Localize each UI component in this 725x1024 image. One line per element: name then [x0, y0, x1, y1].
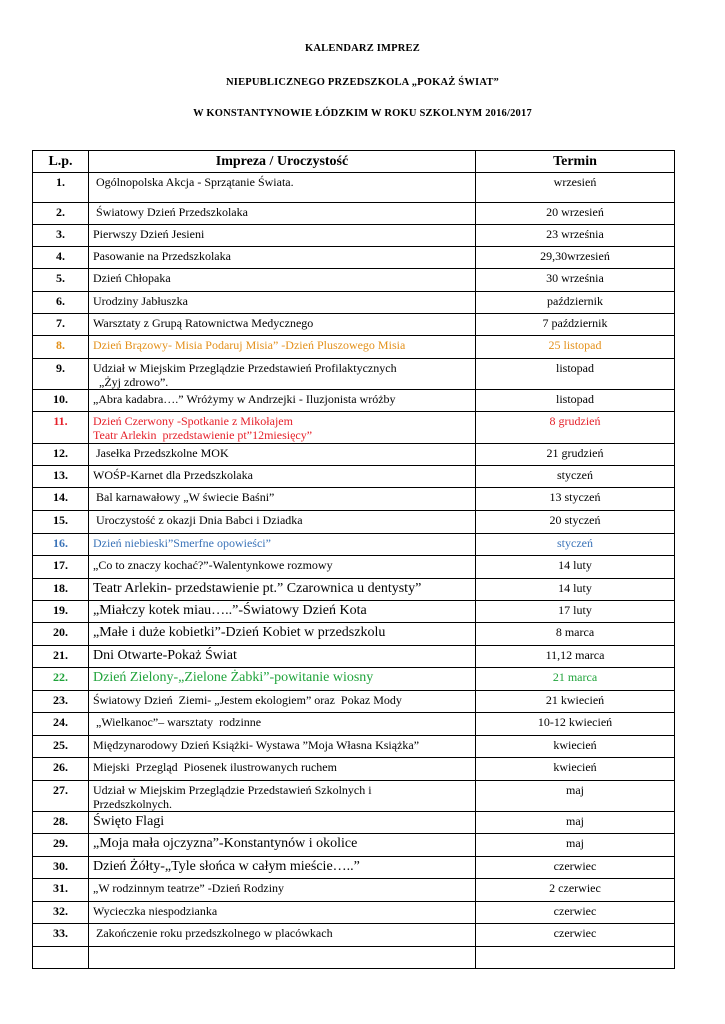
column-header-lp: L.p.: [33, 151, 89, 173]
event-date: 21 marca: [476, 668, 675, 691]
event-name: [89, 812, 476, 834]
event-name-line: „W rodzinnym teatrze” -Dzień Rodziny: [93, 881, 285, 895]
table-row: [33, 758, 675, 781]
event-date: 2 czerwiec: [476, 879, 675, 902]
event-name-line: Dzień Żółty-„Tyle słońca w całym mieście…..”: [93, 859, 360, 874]
event-name-line: „Małe i duże kobietki”-Dzień Kobiet w przedszkolu: [93, 625, 386, 640]
row-number: 24.: [33, 713, 89, 736]
event-name-line: Wycieczka niespodzianka: [93, 904, 218, 918]
row-number: 10.: [33, 390, 89, 412]
table-row: [33, 359, 675, 390]
row-number: 20.: [33, 623, 89, 646]
event-name: [89, 225, 476, 247]
event-date: styczeń: [476, 534, 675, 556]
row-number: 2.: [33, 203, 89, 225]
event-name-line: Dzień niebieski”Smerfne opowieści”: [93, 536, 271, 550]
event-date: 14 luty: [476, 556, 675, 579]
row-number: 33.: [33, 924, 89, 947]
row-number: [33, 947, 89, 969]
event-date: 11,12 marca: [476, 646, 675, 668]
table-row: [33, 781, 675, 812]
event-date: maj: [476, 834, 675, 857]
event-name-line: Święto Flagi: [93, 814, 165, 829]
event-date: styczeń: [476, 466, 675, 488]
event-name: [89, 857, 476, 879]
table-row: [33, 556, 675, 579]
table-row: [33, 736, 675, 758]
event-name: [89, 668, 476, 691]
table-row: [33, 601, 675, 623]
row-number: 13.: [33, 466, 89, 488]
event-name-line: Bal karnawałowy „W świecie Baśni”: [93, 490, 275, 504]
table-row: [33, 314, 675, 336]
event-name: [89, 947, 476, 969]
row-number: 29.: [33, 834, 89, 857]
event-name-line: „Co to znaczy kochać?”-Walentynkowe rozmowy: [93, 558, 333, 572]
event-date: kwiecień: [476, 736, 675, 758]
row-number: 12.: [33, 444, 89, 466]
row-number: 32.: [33, 902, 89, 924]
table-row: [33, 691, 675, 713]
event-name-line: „Abra kadabra….” Wróżymy w Andrzejki - Iluzjonista wróżby: [93, 392, 396, 406]
event-date: czerwiec: [476, 902, 675, 924]
event-name: [89, 203, 476, 225]
row-number: 8.: [33, 336, 89, 359]
table-row: [33, 247, 675, 269]
event-name-line: Teatr Arlekin- przedstawienie pt.” Czarownica u dentysty”: [93, 581, 422, 596]
event-date: 21 kwiecień: [476, 691, 675, 713]
table-row: [33, 646, 675, 668]
event-date: 25 listopad: [476, 336, 675, 359]
event-name-line: Udział w Miejskim Przeglądzie Przedstawień Profilaktycznych: [93, 361, 397, 375]
event-name-line: Warsztaty z Grupą Ratownictwa Medycznego: [93, 316, 314, 330]
event-name-line: Dzień Czerwony -Spotkanie z Mikołajem: [93, 414, 293, 428]
event-name-line: Dzień Chłopaka: [93, 271, 171, 285]
event-name-line-2: Teatr Arlekin przedstawienie pt”12miesięcy”: [93, 428, 313, 442]
event-date: wrzesień: [476, 173, 675, 203]
row-number: 1.: [33, 173, 89, 203]
event-name: [89, 736, 476, 758]
column-header-date: Termin: [476, 151, 675, 173]
row-number: 14.: [33, 488, 89, 511]
event-name: [89, 758, 476, 781]
table-row: [33, 902, 675, 924]
title-line-2: NIEPUBLICZNEGO PRZEDSZKOLA „POKAŻ ŚWIAT”: [226, 77, 499, 88]
event-name-line: Ogólnopolska Akcja - Sprzątanie Świata.: [93, 175, 294, 189]
event-name-line: Międzynarodowy Dzień Książki- Wystawa ”Moja Własna Książka”: [93, 738, 420, 752]
table-row: [33, 488, 675, 511]
event-date: kwiecień: [476, 758, 675, 781]
row-number: 6.: [33, 292, 89, 314]
event-name-line: Dzień Brązowy- Misia Podaruj Misia” -Dzień Pluszowego Misia: [93, 338, 406, 352]
row-number: 31.: [33, 879, 89, 902]
table-row: [33, 534, 675, 556]
event-name: [89, 781, 476, 812]
event-name: [89, 579, 476, 601]
event-name-line: Zakończenie roku przedszkolnego w placówkach: [93, 926, 333, 940]
table-row: [33, 336, 675, 359]
event-date: 30 września: [476, 269, 675, 292]
event-date: listopad: [476, 390, 675, 412]
table-row: [33, 579, 675, 601]
event-name: [89, 173, 476, 203]
table-row: [33, 390, 675, 412]
table-row: [33, 203, 675, 225]
event-name-line: „Moja mała ojczyzna”-Konstantynów i okolice: [93, 836, 358, 851]
event-name: [89, 713, 476, 736]
event-name: [89, 924, 476, 947]
event-name: [89, 534, 476, 556]
event-name-line: Pierwszy Dzień Jesieni: [93, 227, 205, 241]
title-line-1: KALENDARZ IMPREZ: [305, 43, 420, 54]
row-number: 23.: [33, 691, 89, 713]
table-row: [33, 623, 675, 646]
table-row: [33, 924, 675, 947]
table-row: [33, 834, 675, 857]
event-name: [89, 466, 476, 488]
event-date: 20 styczeń: [476, 511, 675, 534]
event-date: czerwiec: [476, 857, 675, 879]
row-number: 21.: [33, 646, 89, 668]
event-name: [89, 556, 476, 579]
title-line-3: W KONSTANTYNOWIE ŁÓDZKIM W ROKU SZKOLNYM 2016/2017: [193, 108, 532, 119]
row-number: 30.: [33, 857, 89, 879]
table-row: [33, 173, 675, 203]
events-table: [32, 150, 675, 969]
table-row: [33, 812, 675, 834]
event-date: 21 grudzień: [476, 444, 675, 466]
event-date: 29,30wrzesień: [476, 247, 675, 269]
event-date: maj: [476, 812, 675, 834]
row-number: 7.: [33, 314, 89, 336]
row-number: 11.: [33, 412, 89, 444]
table-row: [33, 466, 675, 488]
event-name-line: Dzień Zielony-„Zielone Żabki”-powitanie wiosny: [93, 670, 374, 685]
event-date: 14 luty: [476, 579, 675, 601]
table-row: [33, 269, 675, 292]
event-name-line: Jasełka Przedszkolne MOK: [93, 446, 229, 460]
event-name-line: Dni Otwarte-Pokaż Świat: [93, 648, 237, 663]
row-number: 25.: [33, 736, 89, 758]
event-name: [89, 412, 476, 444]
event-name: [89, 601, 476, 623]
event-name-line: Uroczystość z okazji Dnia Babci i Dziadka: [93, 513, 303, 527]
event-date: 20 wrzesień: [476, 203, 675, 225]
event-date: 23 września: [476, 225, 675, 247]
event-date: czerwiec: [476, 924, 675, 947]
event-name: [89, 623, 476, 646]
row-number: 22.: [33, 668, 89, 691]
row-number: 28.: [33, 812, 89, 834]
event-name: [89, 336, 476, 359]
row-number: 17.: [33, 556, 89, 579]
event-name: [89, 292, 476, 314]
column-header-event: Impreza / Uroczystość: [89, 151, 476, 173]
event-name-line: Miejski Przegląd Piosenek ilustrowanych ruchem: [93, 760, 337, 774]
table-row: [33, 713, 675, 736]
event-name-line: Pasowanie na Przedszkolaka: [93, 249, 231, 263]
event-name: [89, 359, 476, 390]
event-name: [89, 444, 476, 466]
table-row: [33, 225, 675, 247]
table-row: [33, 857, 675, 879]
event-date: październik: [476, 292, 675, 314]
event-name-line-2: „Żyj zdrowo”.: [93, 375, 169, 389]
event-name-line-2: Przedszkolnych.: [93, 797, 172, 811]
event-name-line: WOŚP-Karnet dla Przedszkolaka: [93, 468, 253, 482]
event-name: [89, 488, 476, 511]
event-name-line: Światowy Dzień Przedszkolaka: [93, 205, 248, 219]
event-date: 17 luty: [476, 601, 675, 623]
event-name-line: Urodziny Jabłuszka: [93, 294, 188, 308]
table-row: [33, 511, 675, 534]
table-row: [33, 668, 675, 691]
row-number: 27.: [33, 781, 89, 812]
event-name: [89, 247, 476, 269]
table-row: [33, 444, 675, 466]
event-date: listopad: [476, 359, 675, 390]
row-number: 4.: [33, 247, 89, 269]
event-name-line: „Miałczy kotek miau…..”-Światowy Dzień Kota: [93, 603, 367, 618]
table-row: [33, 412, 675, 444]
event-name: [89, 902, 476, 924]
row-number: 16.: [33, 534, 89, 556]
table-header-row: [33, 151, 675, 173]
event-date: maj: [476, 781, 675, 812]
event-name: [89, 511, 476, 534]
row-number: 26.: [33, 758, 89, 781]
event-name: [89, 314, 476, 336]
event-name: [89, 691, 476, 713]
event-date: 7 październik: [476, 314, 675, 336]
row-number: 15.: [33, 511, 89, 534]
table-row: [33, 947, 675, 969]
event-name-line: Udział w Miejskim Przeglądzie Przedstawień Szkolnych i: [93, 783, 372, 797]
table-row: [33, 292, 675, 314]
event-name-line: Światowy Dzień Ziemi- „Jestem ekologiem” oraz Pokaz Mody: [93, 693, 402, 707]
event-name: [89, 646, 476, 668]
event-name-line: „Wielkanoc”– warsztaty rodzinne: [93, 715, 262, 729]
event-name: [89, 390, 476, 412]
row-number: 5.: [33, 269, 89, 292]
event-name: [89, 269, 476, 292]
event-name: [89, 879, 476, 902]
event-date: [476, 947, 675, 969]
table-row: [33, 879, 675, 902]
event-date: 8 marca: [476, 623, 675, 646]
event-date: 13 styczeń: [476, 488, 675, 511]
row-number: 18.: [33, 579, 89, 601]
event-date: 8 grudzień: [476, 412, 675, 444]
row-number: 9.: [33, 359, 89, 390]
event-name: [89, 834, 476, 857]
row-number: 19.: [33, 601, 89, 623]
event-date: 10-12 kwiecień: [476, 713, 675, 736]
row-number: 3.: [33, 225, 89, 247]
